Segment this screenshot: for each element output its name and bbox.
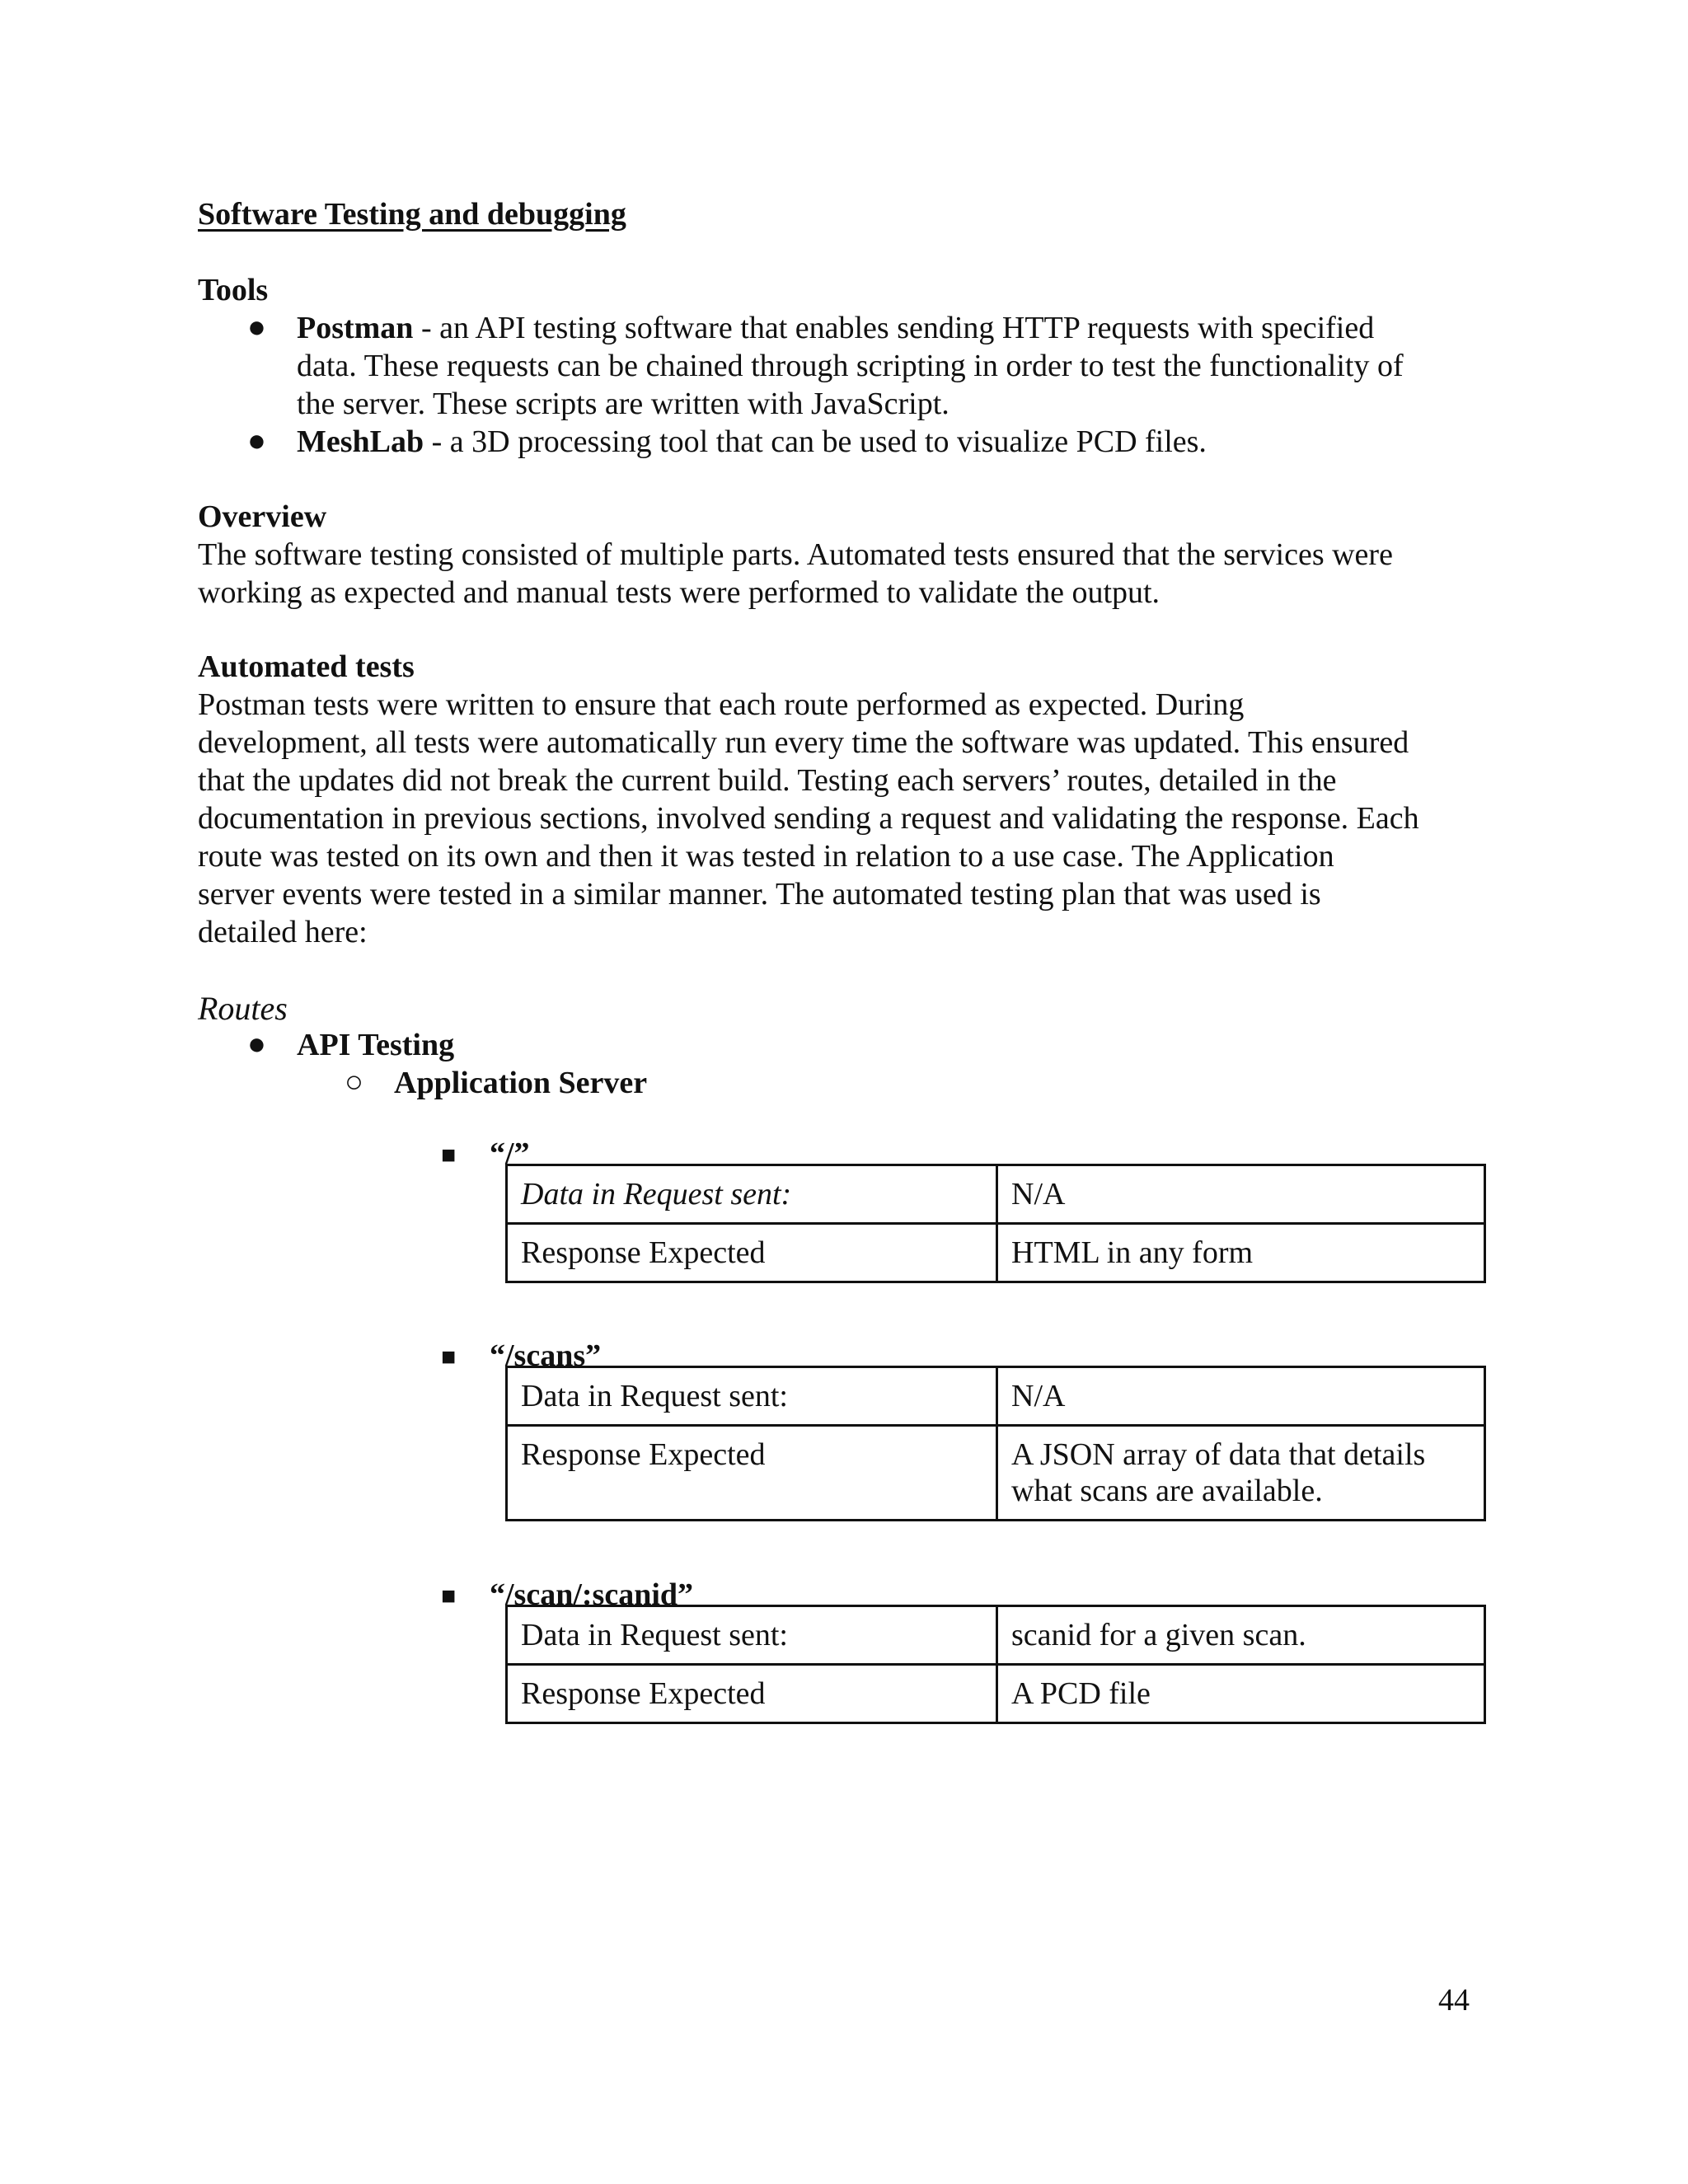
bullet-icon: ● xyxy=(247,310,266,344)
tool-desc-line: - a 3D processing tool that can be used to visualize PCD files. xyxy=(424,424,1207,459)
tool-desc-line: data. These requests can be chained through scripting in order to test the functionality of xyxy=(297,349,1404,383)
section-title: Software Testing and debugging xyxy=(198,197,626,232)
api-testing-label: API Testing xyxy=(297,1028,455,1062)
table-cell-key: Response Expected xyxy=(507,1224,997,1282)
table-cell-value: scanid for a given scan. xyxy=(997,1606,1485,1665)
overview-paragraph: The software testing consisted of multiple parts. Automated tests ensured that the services were working as expected and manual tests were performed to validate the output. xyxy=(198,537,1393,610)
table-cell-key: Response Expected xyxy=(507,1426,997,1521)
bullet-icon: ● xyxy=(247,1027,266,1062)
table-row xyxy=(507,1606,1485,1665)
table-cell-key: Response Expected xyxy=(507,1665,997,1723)
table-row xyxy=(507,1224,1485,1282)
tool-name: MeshLab xyxy=(297,424,424,459)
circle-bullet-icon: ○ xyxy=(345,1065,363,1099)
route-label-scanid: “/scan/:scanid” xyxy=(490,1577,694,1612)
table-cell-value: N/A xyxy=(997,1367,1485,1426)
table-cell-value: N/A xyxy=(997,1165,1485,1224)
route-label-root: “/” xyxy=(490,1137,530,1171)
bullet-icon: ● xyxy=(247,424,266,458)
square-bullet-icon: ■ xyxy=(441,1582,457,1610)
table-cell-key: Data in Request sent: xyxy=(507,1606,997,1665)
table-cell-value: A PCD file xyxy=(997,1665,1485,1723)
routes-heading: Routes xyxy=(198,990,288,1027)
tools-heading: Tools xyxy=(198,273,269,307)
square-bullet-icon: ■ xyxy=(441,1141,457,1169)
table-row xyxy=(507,1367,1485,1426)
table-cell-key: Data in Request sent: xyxy=(507,1367,997,1426)
page-number: 44 xyxy=(1438,1983,1470,2018)
application-server-label: Application Server xyxy=(394,1066,648,1100)
tool-name: Postman xyxy=(297,311,414,345)
overview-heading: Overview xyxy=(198,499,327,534)
route-table-scans xyxy=(505,1366,1486,1521)
table-row xyxy=(507,1426,1485,1521)
table-cell-key: Data in Request sent: xyxy=(507,1165,997,1224)
tool-desc-line: - an API testing software that enables sending HTTP requests with specified xyxy=(413,311,1375,345)
table-row xyxy=(507,1665,1485,1723)
table-cell-value: HTML in any form xyxy=(997,1224,1485,1282)
route-label-scans: “/scans” xyxy=(490,1338,602,1373)
automated-paragraph: Postman tests were written to ensure that each route performed as expected. During development, all tests were automatically run every time the software was updated. This ensured that the updates did not break the current build. Testing each servers’ routes, detailed in the documentation in previous sections, involved sending a request and validating the response. Each route was tested on its own and then it was tested in relation to a use case. The Application server events were tested in a similar manner. The automated testing plan that was used is detailed here: xyxy=(198,687,1419,949)
tool-desc-line: the server. These scripts are written with JavaScript. xyxy=(297,387,950,421)
table-row xyxy=(507,1165,1485,1224)
route-table-scanid xyxy=(505,1605,1486,1724)
square-bullet-icon: ■ xyxy=(441,1343,457,1371)
route-table-root xyxy=(505,1164,1486,1283)
table-cell-value: A JSON array of data that details what scans are available. xyxy=(997,1426,1485,1521)
automated-heading: Automated tests xyxy=(198,649,415,684)
